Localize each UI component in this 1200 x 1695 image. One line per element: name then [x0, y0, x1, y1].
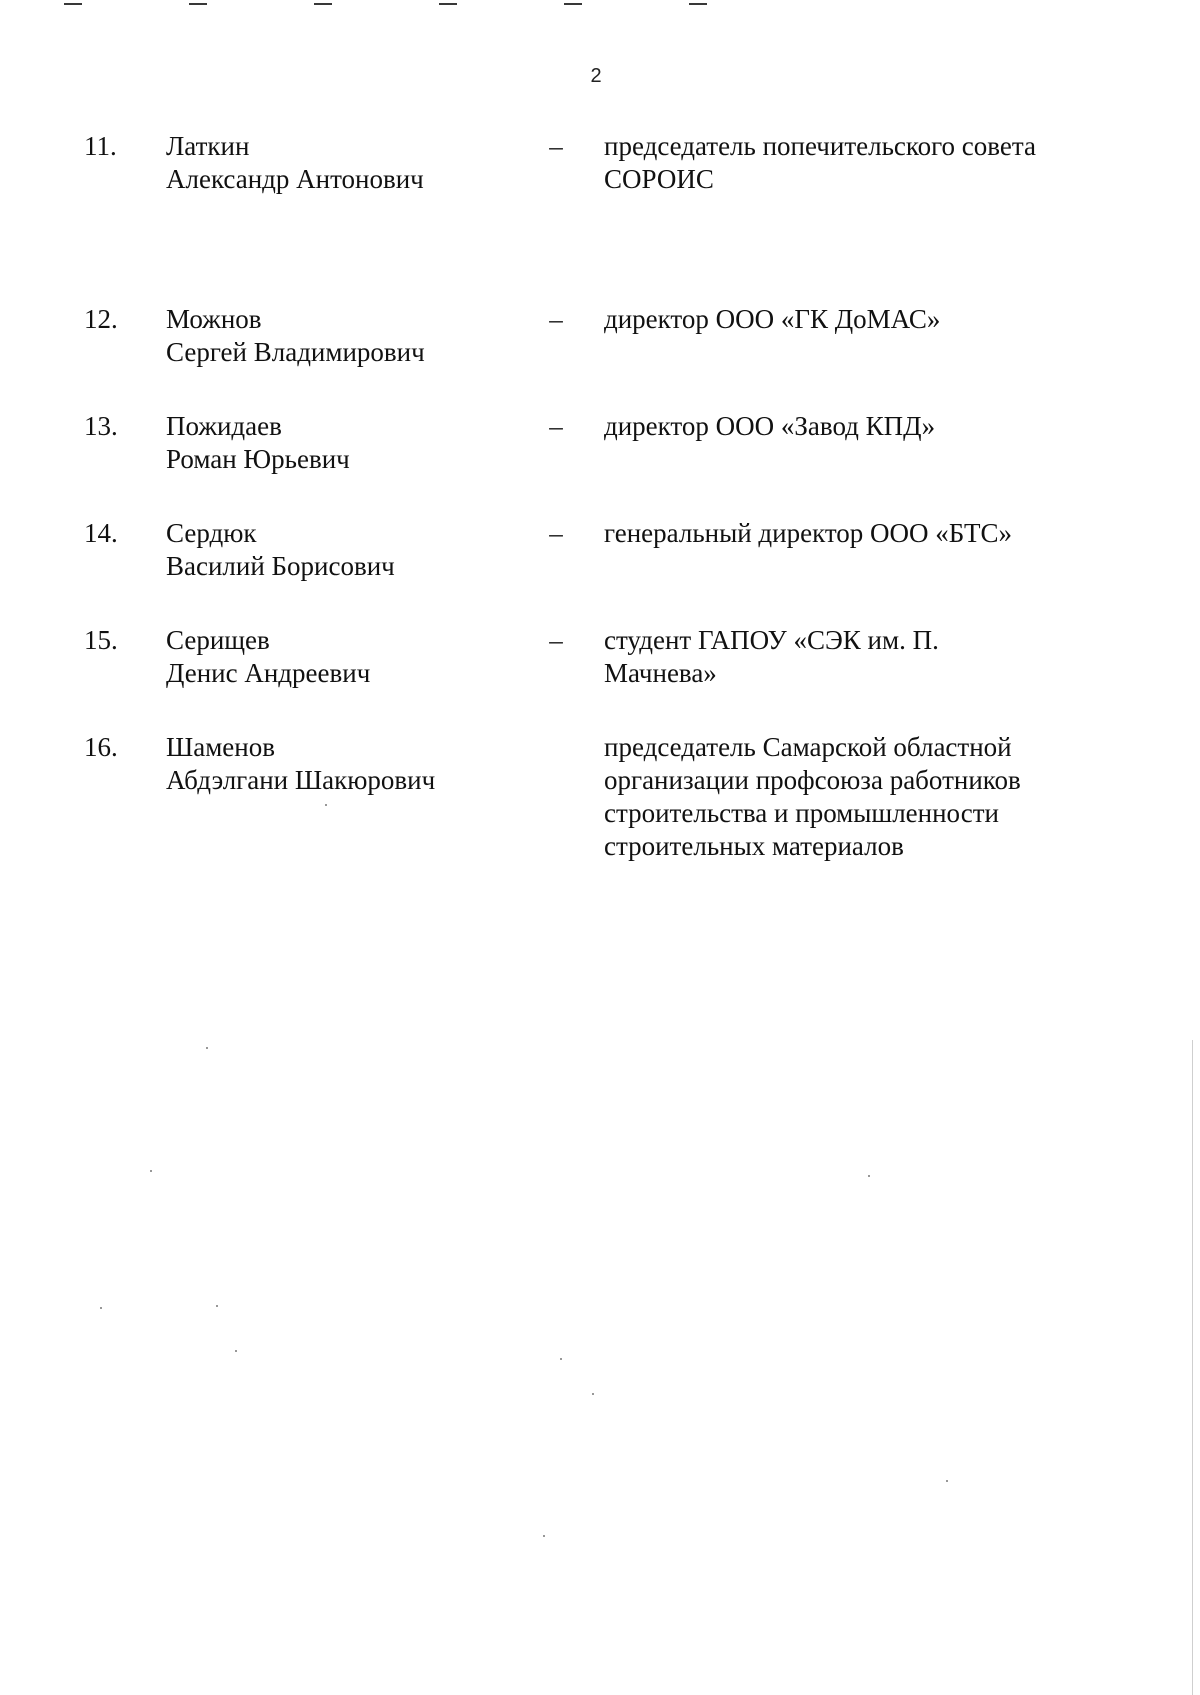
member-dash: – — [549, 518, 563, 548]
member-given-names: Роман Юрьевич — [166, 444, 350, 474]
member-position — [604, 624, 1074, 690]
member-dash: – — [549, 625, 563, 655]
scan-speck — [325, 804, 327, 806]
member-name — [166, 410, 496, 476]
member-surname: Шаменов — [166, 732, 275, 762]
member-position-line: директор ООО «Завод КПД» — [604, 411, 936, 441]
member-position — [604, 731, 1074, 863]
member-position-line: председатель Самарской областной — [604, 732, 1012, 762]
member-name — [166, 130, 496, 196]
member-name — [166, 731, 496, 797]
member-position-line: строительных материалов — [604, 831, 904, 861]
scan-speck — [206, 1047, 208, 1049]
scan-edge-line — [1192, 1040, 1193, 1695]
member-number: 11. — [84, 131, 117, 161]
member-surname: Серищев — [166, 625, 270, 655]
member-position-line: Мачнева» — [604, 658, 717, 688]
member-name — [166, 517, 496, 583]
scan-speck — [543, 1535, 545, 1537]
member-number: 12. — [84, 304, 118, 334]
member-position-line: строительства и промышленности — [604, 798, 999, 828]
member-name — [166, 624, 496, 690]
member-number: 14. — [84, 518, 118, 548]
member-dash: – — [549, 131, 563, 161]
member-position — [604, 517, 1074, 550]
member-position — [604, 410, 1074, 443]
member-position-line: студент ГАПОУ «СЭК им. П. — [604, 625, 939, 655]
member-given-names: Василий Борисович — [166, 551, 395, 581]
member-number: 15. — [84, 625, 118, 655]
member-given-names: Александр Антонович — [166, 164, 424, 194]
member-position-line: СОРОИС — [604, 164, 714, 194]
member-surname: Можнов — [166, 304, 262, 334]
member-position-line: генеральный директор ООО «БТС» — [604, 518, 1012, 548]
member-surname: Пожидаев — [166, 411, 282, 441]
member-surname: Латкин — [166, 131, 250, 161]
member-position-line: председатель попечительского совета — [604, 131, 1036, 161]
member-dash: – — [549, 304, 563, 334]
member-name — [166, 303, 496, 369]
scan-speck — [592, 1393, 594, 1395]
member-number: 16. — [84, 732, 118, 762]
member-position-line: организации профсоюза работников — [604, 765, 1021, 795]
member-given-names: Сергей Владимирович — [166, 337, 425, 367]
member-position-line: директор ООО «ГК ДоМАС» — [604, 304, 941, 334]
member-given-names: Денис Андреевич — [166, 658, 371, 688]
member-dash: – — [549, 411, 563, 441]
scan-speck — [560, 1358, 562, 1360]
member-position — [604, 130, 1074, 196]
member-position — [604, 303, 1074, 336]
member-given-names: Абдэлгани Шакюрович — [166, 765, 436, 795]
scan-speck — [150, 1170, 152, 1172]
scan-speck — [216, 1305, 218, 1307]
member-surname: Сердюк — [166, 518, 257, 548]
member-number: 13. — [84, 411, 118, 441]
page-number: 2 — [590, 65, 602, 87]
scan-speck — [868, 1175, 870, 1177]
scan-speck — [946, 1480, 948, 1482]
scan-speck — [100, 1307, 102, 1309]
scan-speck — [235, 1350, 237, 1352]
